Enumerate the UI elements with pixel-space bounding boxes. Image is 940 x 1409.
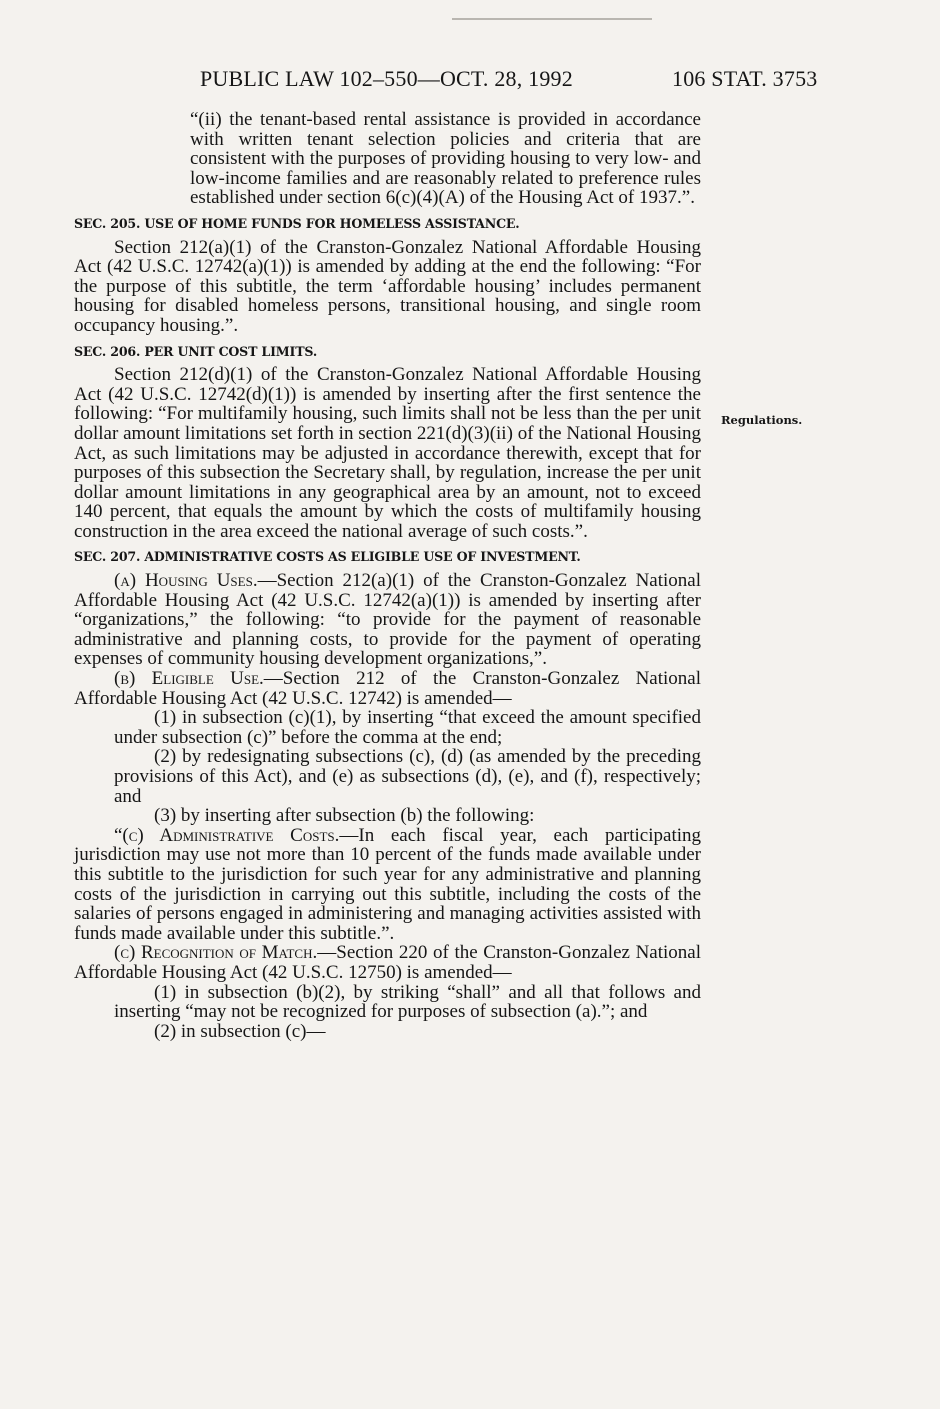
section-205-heading: SEC. 205. USE OF HOME FUNDS FOR HOMELESS ASSISTANCE. [74, 215, 520, 231]
section-206-text: Section 212(d)(1) of the Cranston-Gonzalez National Affordable Housing Act (42 U.S.C. 12742(d)(1)) is amended by inserting after the first sentence the following: “For multifamily housing, such limits shall not be less than the per unit dollar amount limitations set forth in section 221(d)(3)(ii) of the National Housing Act, as such limitations may be adjusted in accordance therewith, except that for purposes of this subsection the Secretary shall, by regulation, increase the per unit dollar amount limitations in any geographical area by an amount, not to exceed 140 percent, that equals the amount by which the costs of multifamily housing construction in the area exceed the national average of such costs.”. [74, 364, 701, 542]
subsection-a-text: —Section 212(a)(1) of the Cranston-Gonzalez National Affordable Housing Act (42 U.S.C. 12742(a)(1)) is amended by inserting after “organizations,” the following: “to provide for the payment of reasonable administrative and planning costs, to provide for the payment of operating expenses of community housing development organizations,”. [74, 570, 701, 670]
subsection-b-label: (b) Eligible Use. [114, 668, 264, 690]
subsection-a [74, 571, 701, 669]
scan-artifact-line [452, 18, 652, 20]
subsection-b-text: —Section 212 of the Cranston-Gonzalez National Affordable Housing Act (42 U.S.C. 12742) is amended— [74, 668, 701, 709]
margin-note-regulations: Regulations. [721, 413, 803, 427]
paragraph-c2: (2) in subsection (c)— [154, 1020, 326, 1042]
paragraph-b2: (2) by redesignating subsections (c), (d) (as amended by the preceding provisions of this Act), and (e) as subsections (d), (e), and (f), respectively; and [114, 746, 701, 807]
subsection-c [74, 943, 701, 982]
paragraph-b3: (3) by inserting after subsection (b) the following: [154, 805, 535, 827]
section-207-heading: SEC. 207. ADMINISTRATIVE COSTS AS ELIGIBLE USE OF INVESTMENT. [74, 549, 581, 565]
admin-costs-text: —In each fiscal year, each participating jurisdiction may use not more than 10 percent of the funds made available under this subtitle to the jurisdiction for such year for any administrative and planning costs of the jurisdiction in carrying out this subtitle, including the costs of the salaries of persons engaged in administering and managing activities assisted with funds made available under this subtitle.”. [74, 824, 701, 944]
section-206-heading: SEC. 206. PER UNIT COST LIMITS. [74, 343, 318, 359]
paragraph-clause-ii: “(ii) the tenant-based rental assistance is provided in accordance with written tenant selection policies and criteria that are consistent with the purposes of providing housing to very low- and low-income families and are reasonably related to preference rules established under section 6(c)(4)(A) of the Housing Act of 1937.”. [190, 109, 701, 209]
document-body [74, 110, 701, 1041]
subsection-a-label: (a) Housing Uses. [114, 570, 258, 592]
paragraph-c1: (1) in subsection (b)(2), by striking “shall” and all that follows and inserting “may not be recognized for purposes of subsection (a).”; and [114, 981, 701, 1023]
paragraph-b1: (1) in subsection (c)(1), by inserting “that exceed the amount specified under subsection (c)” before the comma at the end; [114, 707, 701, 748]
page-header [0, 66, 940, 96]
law-title: PUBLIC LAW 102–550—OCT. 28, 1992 [200, 66, 573, 91]
inserted-subsection-c-admin [74, 826, 701, 944]
stat-page-number: 106 STAT. 3753 [672, 66, 818, 91]
admin-costs-label: “(c) Administrative Costs. [114, 824, 340, 846]
subsection-c-label: (c) Recognition of Match. [114, 942, 318, 964]
subsection-b [74, 669, 701, 708]
section-205-text: Section 212(a)(1) of the Cranston-Gonzalez National Affordable Housing Act (42 U.S.C. 12742(a)(1)) is amended by adding at the end the following: “For the purpose of this subtitle, the term ‘affordable housing’ includes permanent housing for disabled homeless persons, transitional housing, and single room occupancy housing.”. [74, 236, 701, 336]
subsection-c-text: —Section 220 of the Cranston-Gonzalez National Affordable Housing Act (42 U.S.C. 12750) is amended— [74, 942, 702, 983]
